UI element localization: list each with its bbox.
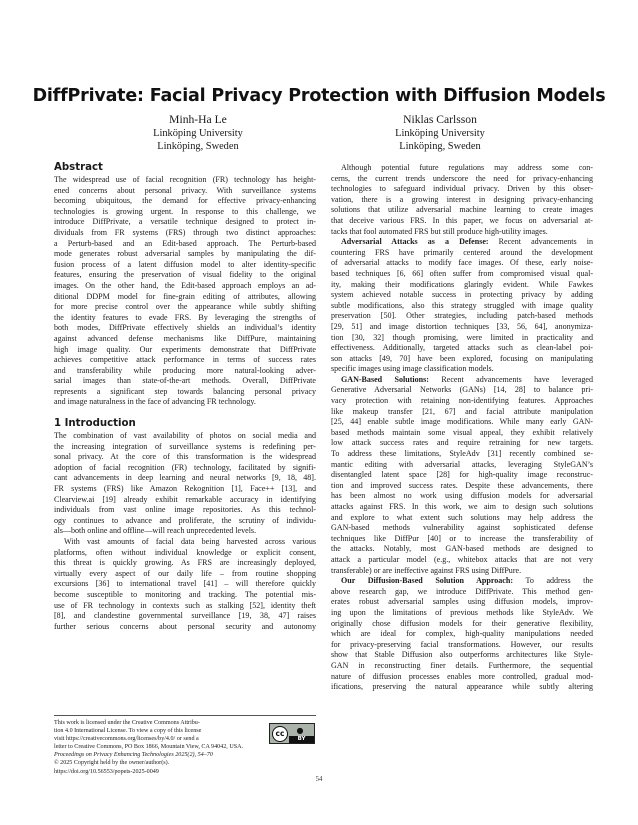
text-line: tacks that fool automated FRS but still produce high-utility images. <box>331 226 548 236</box>
text-line: sonal privacy. At the core of this transformation is the widespread <box>54 452 316 462</box>
text-line: fusion process of a latent diffusion model to alter identity-specific <box>54 259 316 269</box>
text-line: son attacks [49, 70] have been explored, focusing on manipulating <box>331 353 593 363</box>
text-line: this threat is quickly growing. As FRS are increasingly deployed, <box>54 558 316 568</box>
license-line: This work is licensed under the Creative Commons Attribu- <box>54 720 200 726</box>
author-affiliation: Linköping University <box>395 127 485 139</box>
text-line: the increasing integration of surveillance systems is redefining per- <box>54 441 316 451</box>
text-line: Although potential future regulations may address some con- <box>341 163 593 172</box>
text-line: individuals from vast online image repositories. As this technol- <box>54 505 316 515</box>
text-line: effectiveness. Additionally, targeted attacks such as clean-label poi- <box>331 343 593 353</box>
paper-title: DiffPrivate: Facial Privacy Protection with Diffusion Models <box>32 86 606 106</box>
text-line: the attacks. Notably, most GAN-based methods are designed to <box>331 544 593 554</box>
text-line: ity, making their modifications glaringly evident. While Fawkes <box>331 279 593 289</box>
cc-icon: cc <box>272 726 288 742</box>
author-name: Niklas Carlsson <box>403 113 477 126</box>
text-line: GAN-based methods vulnerability against sophisticated defense <box>331 523 593 533</box>
right-column <box>331 163 593 693</box>
text-line: [29, 51] and image distortion techniques [33, 56, 64], anonymiza- <box>331 321 593 331</box>
adversarial-first-text: Recent advancements in <box>498 237 594 247</box>
text-line: technologies to safeguard individual privacy. Driven by this obser- <box>331 184 593 194</box>
text-line: With vast amounts of facial data being harvested across various <box>64 537 316 546</box>
text-line: ing upon the limitations of previous methods like StyleAdv. We <box>331 607 593 617</box>
by-label: BY <box>289 736 314 743</box>
license-line: letter to Creative Commons, PO Box 1866, Mountain View, CA 94042, USA. <box>54 744 244 751</box>
text-line: like makeup transfer [21, 67] and facial attribute manipulation <box>331 406 593 416</box>
text-line: platforms, often without individual knowledge or explicit consent, <box>54 547 316 557</box>
text-line: introduce DiffPrivate, a versatile technique designed to protect in- <box>54 217 316 227</box>
text-line: technologies is growing urgent. In response to this challenge, we <box>54 206 316 216</box>
text-line: tion and improved success rates. Despite these advancements, there <box>331 480 593 490</box>
text-line: [25, 44] enable subtle image modifications. While many early GAN- <box>331 417 593 427</box>
text-line: use of FR technology in contexts such as stalking [52], identity theft <box>54 600 316 610</box>
text-line: a Perturb-based and an Edit-based approach. The Perturb-based <box>54 238 316 248</box>
text-line: excursions [36] to international travel [41] – will therefore quickly <box>54 579 316 589</box>
page-number: 54 <box>315 776 323 783</box>
run-in-line <box>331 375 593 386</box>
text-line: dividuals from FR systems (FRS) through two distinct approaches: <box>54 227 316 237</box>
text-line: GAN in reconstructing finer details. Furthermore, the sequential <box>331 660 593 670</box>
text-line: subtle modifications, also this strategy struggled with image quality <box>331 300 593 310</box>
person-icon: ● <box>296 726 304 735</box>
journal-info: Proceedings on Privacy Enhancing Technologies 2025(2), 54–70 <box>54 752 213 759</box>
text-line: techniques like DiffPur [40] or to increase the transferability of <box>331 533 593 543</box>
text-line: To address these limitations, StyleAdv [31] recently combined se- <box>331 449 593 459</box>
text-line: both modes, DiffPrivate effectively shields an individual’s identity <box>54 323 316 333</box>
text-line: mode generates robust adversarial samples by manipulating the dif- <box>54 249 316 259</box>
intro-paragraph-1 <box>54 431 316 537</box>
text-line: [8], and clandestine governmental surveillance [19, 38, 47] raises <box>54 611 316 621</box>
text-line: vation, there is a growing interest in designing privacy-enhancing <box>331 194 593 204</box>
gan-heading: GAN-Based Solutions: <box>341 374 429 384</box>
text-line: Clearview.ai [19] already exhibit remarkable accuracy in identifying <box>54 494 316 504</box>
text-line: adoption of facial recognition (FR) technology, facilitated by signifi- <box>54 462 316 472</box>
text-line: system achieved notable success in protecting privacy by adding <box>331 290 593 300</box>
text-line: ogy continues to advance and proliferate, the scrutiny of individu- <box>54 515 316 525</box>
text-line: low attack success rates and require retraining for new targets. <box>331 438 593 448</box>
intro-paragraph-2 <box>54 537 316 632</box>
text-line: ifications, preserving the natural appearance while subtly altering <box>331 682 593 692</box>
text-line: attack a particular model (e.g., whitebox attacks that are not very <box>331 554 593 564</box>
gan-first-text: Recent advancements have leveraged <box>441 374 594 384</box>
text-line: has been almost no work using diffusion models for adversarial <box>331 491 593 501</box>
text-line: attacks against FRS. In this work, we aim to design such solutions <box>331 502 593 511</box>
author-block <box>98 113 298 154</box>
text-line: countering FRS have primarily centered around the development <box>331 247 593 257</box>
text-line: cerns, the current trends underscore the need for privacy-enhancing <box>331 173 593 183</box>
text-line: becoming ubiquitous, the demand for effective privacy-enhancing <box>54 196 316 206</box>
text-line: sarial images than state-of-the-art methods. Overall, DiffPrivate <box>54 376 316 386</box>
text-line: based techniques [6, 66] often suffer from compromised visual qual- <box>331 268 593 278</box>
text-line: The widespread use of facial recognition (FR) technology has height- <box>54 175 316 184</box>
left-column <box>54 161 316 632</box>
text-line: based methods maintain some visual appeal, they exhibit relatively <box>331 427 593 437</box>
text-line: and transferability while producing more natural-looking adver- <box>54 365 316 375</box>
text-line: and explore to what extent such solutions may help address the <box>331 512 593 522</box>
text-line: solutions that utilize adversarial machine learning to create images <box>331 205 593 215</box>
text-line: preservation [50]. Other strategies, including patch-based methods <box>331 311 593 321</box>
license-footer <box>54 715 316 776</box>
text-line: virtually every aspect of our daily life – from routine shopping <box>54 568 316 578</box>
text-line: represents a significant step towards balancing personal privacy <box>54 386 316 396</box>
introduction-heading: 1 Introduction <box>54 418 136 430</box>
text-line: become susceptible to monitoring and tracking. The potential mis- <box>54 589 316 599</box>
text-line: further serious concerns about personal security and autonomy <box>54 621 316 631</box>
diffusion-first-text: To address the <box>525 576 593 586</box>
text-line: The combination of vast availability of photos on social media and <box>54 431 316 441</box>
diffusion-heading: Our Diffusion-Based Solution Approach: <box>341 576 514 586</box>
run-in-line <box>331 237 593 248</box>
text-line: images. On the other hand, the Edit-based approach employs an ad- <box>54 280 316 290</box>
text-line: ditional DDPM model for fine-grain editing of attributes, allowing <box>54 291 316 301</box>
author-name: Minh-Ha Le <box>169 113 227 126</box>
author-location: Linköping, Sweden <box>399 141 481 153</box>
run-in-line <box>331 576 593 587</box>
license-line: tion 4.0 International License. To view a copy of this license <box>54 728 202 735</box>
adversarial-heading: Adversarial Attacks as a Defense: <box>341 237 489 247</box>
diffusion-body <box>331 587 593 693</box>
text-line: cant advancements in deep learning and neural networks [9, 18, 48]. <box>54 473 316 483</box>
text-line: mantic editing with adversarial attacks, leveraging StyleGAN’s <box>331 459 593 469</box>
author-block <box>340 113 540 154</box>
text-line: for more precise control over the appearance while subtly shifting <box>54 302 316 312</box>
text-line: achieves competitive attack performance in terms of success rates <box>54 355 316 365</box>
text-line: originally chose diffusion models for their generative flexibility, <box>331 618 593 628</box>
doi-link[interactable]: https://doi.org/10.56553/popets-2025-0049 <box>54 768 159 775</box>
text-line: tion [30, 32] though promising, were limited in practicality and <box>331 332 593 342</box>
text-line: the identity features to evade FRS. By leveraging the strengths of <box>54 312 316 322</box>
text-line: of adversarial attacks to modify face images. Of these, early noise- <box>331 258 593 268</box>
copyright-line: © 2025 Copyright held by the owner/author(s). <box>54 760 170 767</box>
text-line: show that Stable Diffusion also outperforms architectures like Style- <box>331 650 593 660</box>
text-line: erates robust adversarial samples using diffusion models, improv- <box>331 597 593 607</box>
adversarial-body <box>331 248 593 375</box>
text-line: FR systems (FRS) like Amazon Rekognition [1], Face++ [13], and <box>54 484 316 494</box>
author-location: Linköping, Sweden <box>157 141 239 153</box>
text-line: Generative Adversarial Networks (GANs) [14, 28] to balance pri- <box>331 385 593 395</box>
text-line: which are ideal for complex, high-quality manipulations needed <box>331 629 593 639</box>
text-line: high image quality. Our experiments demonstrate that DiffPrivate <box>54 344 316 354</box>
text-line: above research gap, we introduce DiffPrivate. This method gen- <box>331 586 593 596</box>
right-paragraph-1 <box>331 163 593 237</box>
text-line: specific images using image classification models. <box>331 364 494 374</box>
text-line: vacy protection with retaining non-identifying features. Approaches <box>331 396 593 406</box>
abstract-body <box>54 175 316 408</box>
text-line: and image naturalness in the face of advancing FR technology. <box>54 397 256 407</box>
author-affiliation: Linköping University <box>153 127 243 139</box>
text-line: that deceive various FRS. In this paper, we focus on adversarial at- <box>331 215 593 225</box>
text-line: disentangled latent space [28] for high-quality image reconstruc- <box>331 470 593 480</box>
text-line: nature of diffusion processes enables more controlled, gradual mod- <box>331 671 593 681</box>
text-line: transferable) or are ineffective against FRS using DiffPure. <box>331 565 522 575</box>
gan-body <box>331 385 593 576</box>
text-line: als—both online and offline—will reach unprecedented levels. <box>54 526 257 536</box>
text-line: against advanced defense mechanisms like DiffPure, maintaining <box>54 333 316 343</box>
text-line: for privacy-preserving facial transformations. However, our results <box>331 639 593 649</box>
text-line: ened concerns about personal privacy. With surveillance systems <box>54 185 316 195</box>
abstract-heading: Abstract <box>54 162 103 173</box>
cc-by-badge[interactable] <box>269 723 315 744</box>
license-line: visit https://creativecommons.org/licenses/by/4.0/ or send a <box>54 736 199 743</box>
text-line: features, ensuring the preservation of visual fidelity to the original <box>54 270 316 280</box>
